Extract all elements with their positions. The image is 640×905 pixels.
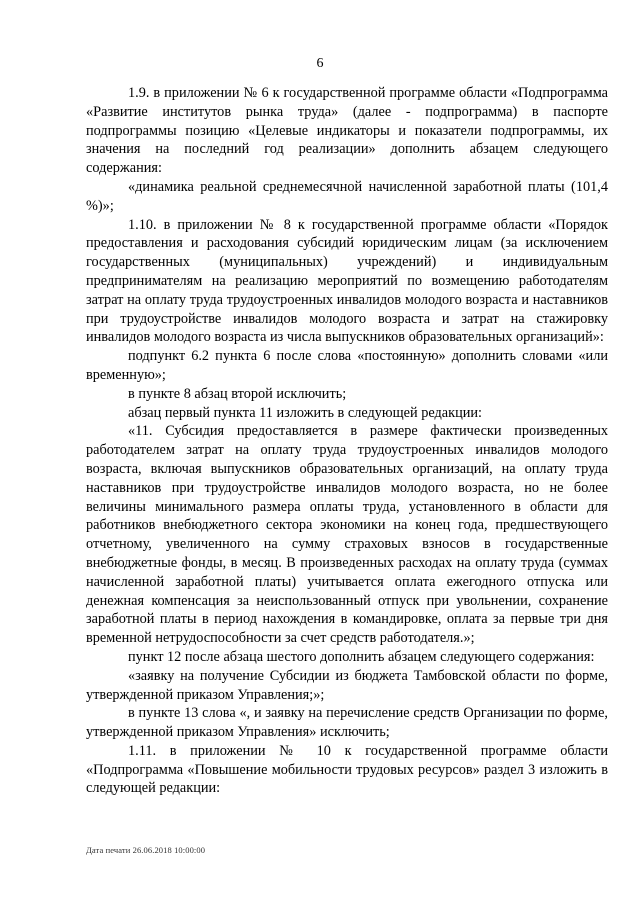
print-date-footer: Дата печати 26.06.2018 10:00:00 <box>86 845 206 855</box>
paragraph-application-quote: «заявку на получение Субсидии из бюджета Тамбовской области по форме, утвержденной приказом Управления;»; <box>86 667 608 703</box>
document-body <box>86 84 608 798</box>
paragraph-1-9: 1.9. в приложении № 6 к государственной программе области «Подпрограмма «Развитие институтов рынка труда» (далее - подпрограмма) в паспорте подпрограммы позицию «Целевые индикаторы и показатели подпрограммы, их значения на последний год реализации» дополнить абзацем следующего содержания: <box>86 85 608 177</box>
page-number: 6 <box>316 56 324 71</box>
paragraph-point-13: в пункте 13 слова «, и заявку на перечисление средств Организации по форме, утвержденной приказом Управления» исключить; <box>86 705 608 741</box>
paragraph-point-11-intro: абзац первый пункта 11 изложить в следующей редакции: <box>128 404 482 421</box>
paragraph-point-8: в пункте 8 абзац второй исключить; <box>128 385 347 402</box>
paragraph-1-11: 1.11. в приложении № 10 к государственной программе области «Подпрограмма «Повышение мобильности трудовых ресурсов» раздел 3 изложить в следующей редакции: <box>86 742 608 797</box>
paragraph-point-12: пункт 12 после абзаца шестого дополнить абзацем следующего содержания: <box>128 648 595 665</box>
paragraph-subpoint-6-2: подпункт 6.2 пункта 6 после слова «постоянную» дополнить словами «или временную»; <box>86 348 608 383</box>
paragraph-point-11-text: «11. Субсидия предоставляется в размере фактически произведенных работодателем затрат на оплату труда трудоустроенных инвалидов молодого возраста, включая выпускников образовательных организаций, на оплату труда наставников при трудоустройстве инвалидов молодого возраста, но не более величины минимального размера оплаты труда, установленного в области для работников внебюджетного сектора экономики на конец года, предшествующего отчетному, увеличенного на сумму страховых взносов в государственные внебюджетные фонды, в месяц. В произведенных расходах на оплату труда (суммах начисленной заработной платы) учитывается оплата ежегодного отпуска или денежная компенсация за неиспользованный отпуск при увольнении, сохранение заработной платы в период нахождения в командировке, оплата за первые три дня временной нетрудоспособности за счет средств работодателя.»; <box>86 423 608 647</box>
paragraph-1-10: 1.10. в приложении № 8 к государственной программе области «Порядок предоставления и расходования субсидий юридическим лицам (за исключением государственных (муниципальных) учреждений) и индивидуальным предпринимателям на реализацию мероприятий по возмещению работодателям затрат на оплату труда трудоустроенных инвалидов молодого возраста и наставников при трудоустройстве инвалидов молодого возраста и затрат на стажировку инвалидов молодого возраста из числа выпускников образовательных организаций»: <box>86 216 608 346</box>
paragraph-indicator-quote: «динамика реальной среднемесячной начисленной заработной платы (101,4 %)»; <box>86 178 608 214</box>
